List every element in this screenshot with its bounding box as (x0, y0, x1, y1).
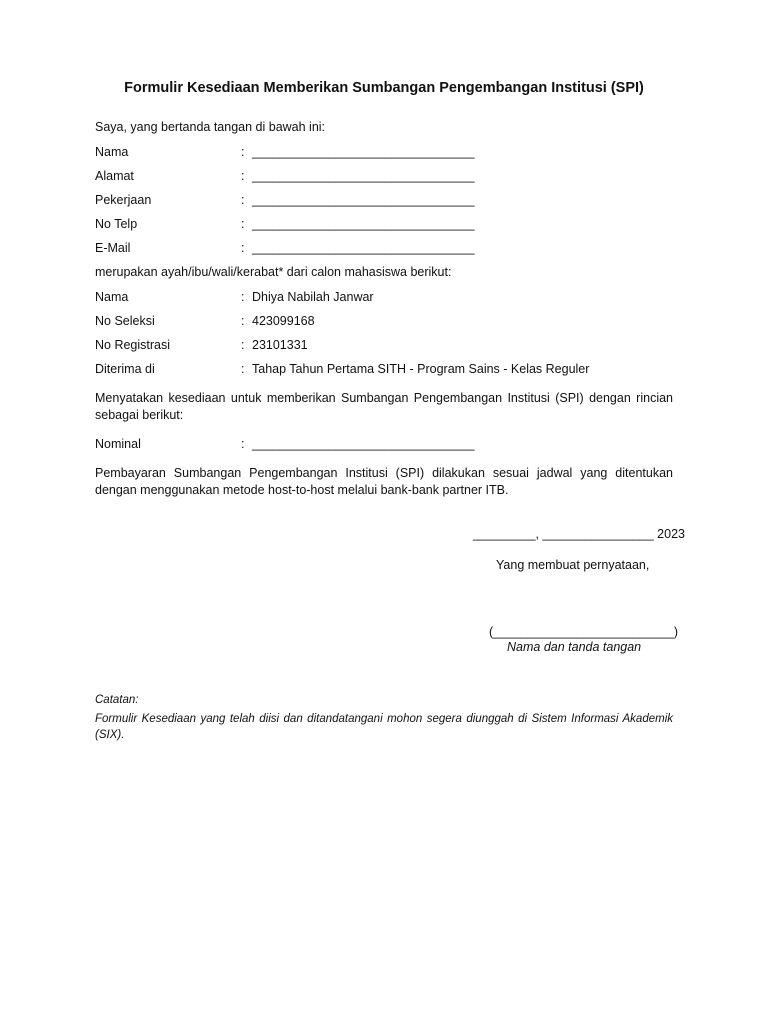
field-value: Dhiya Nabilah Janwar (252, 290, 374, 304)
field-value: 423099168 (252, 314, 315, 328)
field-label: Pekerjaan (95, 193, 152, 207)
payment-text: Pembayaran Sumbangan Pengembangan Institusi (SPI) dilakukan sesuai jadwal yang ditentukan dengan menggunakan metode host-to-host melalui bank-bank partner ITB. (95, 466, 673, 497)
field-blank-line: ________________________________ (252, 217, 475, 231)
field-label: No Seleksi (95, 314, 155, 328)
field-blank-line: ________________________________ (252, 193, 475, 207)
signature-caption: Nama dan tanda tangan (507, 640, 642, 654)
form-title: Formulir Kesediaan Memberikan Sumbangan Pengembangan Institusi (SPI) (124, 80, 644, 96)
field-label: Nama (95, 290, 129, 304)
field-value: 23101331 (252, 338, 308, 352)
field-colon: : (241, 290, 245, 304)
field-label: Nama (95, 145, 129, 159)
relation-text: merupakan ayah/ibu/wali/kerabat* dari calon mahasiswa berikut: (95, 265, 452, 279)
field-label: No Telp (95, 217, 138, 231)
field-colon: : (241, 314, 245, 328)
field-blank-line: ________________________________ (252, 437, 475, 451)
signature-maker-text: Yang membuat pernyataan, (496, 558, 650, 572)
note-title: Catatan: (95, 694, 139, 706)
field-blank-line: ________________________________ (252, 241, 475, 255)
field-colon: : (241, 437, 245, 451)
field-blank-line: ________________________________ (252, 169, 475, 183)
field-label: No Registrasi (95, 338, 171, 352)
field-colon: : (241, 338, 245, 352)
intro-text: Saya, yang bertanda tangan di bawah ini: (95, 120, 326, 134)
field-label: Diterima di (95, 362, 155, 376)
statement-text: Menyatakan kesediaan untuk memberikan Sumbangan Pengembangan Institusi (SPI) dengan rincian sebagai berikut: (95, 391, 673, 422)
field-colon: : (241, 169, 245, 183)
field-label: Alamat (95, 169, 134, 183)
field-colon: : (241, 362, 245, 376)
field-colon: : (241, 217, 245, 231)
field-colon: : (241, 241, 245, 255)
signature-date-line: _________, ________________ 2023 (472, 527, 685, 541)
field-colon: : (241, 145, 245, 159)
field-value: Tahap Tahun Pertama SITH - Program Sains - Kelas Reguler (252, 362, 590, 376)
field-label: Nominal (95, 437, 141, 451)
field-colon: : (241, 193, 245, 207)
signature-name-line: (__________________________) (489, 625, 679, 639)
field-label: E-Mail (95, 241, 131, 255)
field-blank-line: ________________________________ (252, 145, 475, 159)
note-text: Formulir Kesediaan yang telah diisi dan ditandatangani mohon segera diunggah di Sistem Informasi Akademik (SIX). (95, 713, 673, 741)
